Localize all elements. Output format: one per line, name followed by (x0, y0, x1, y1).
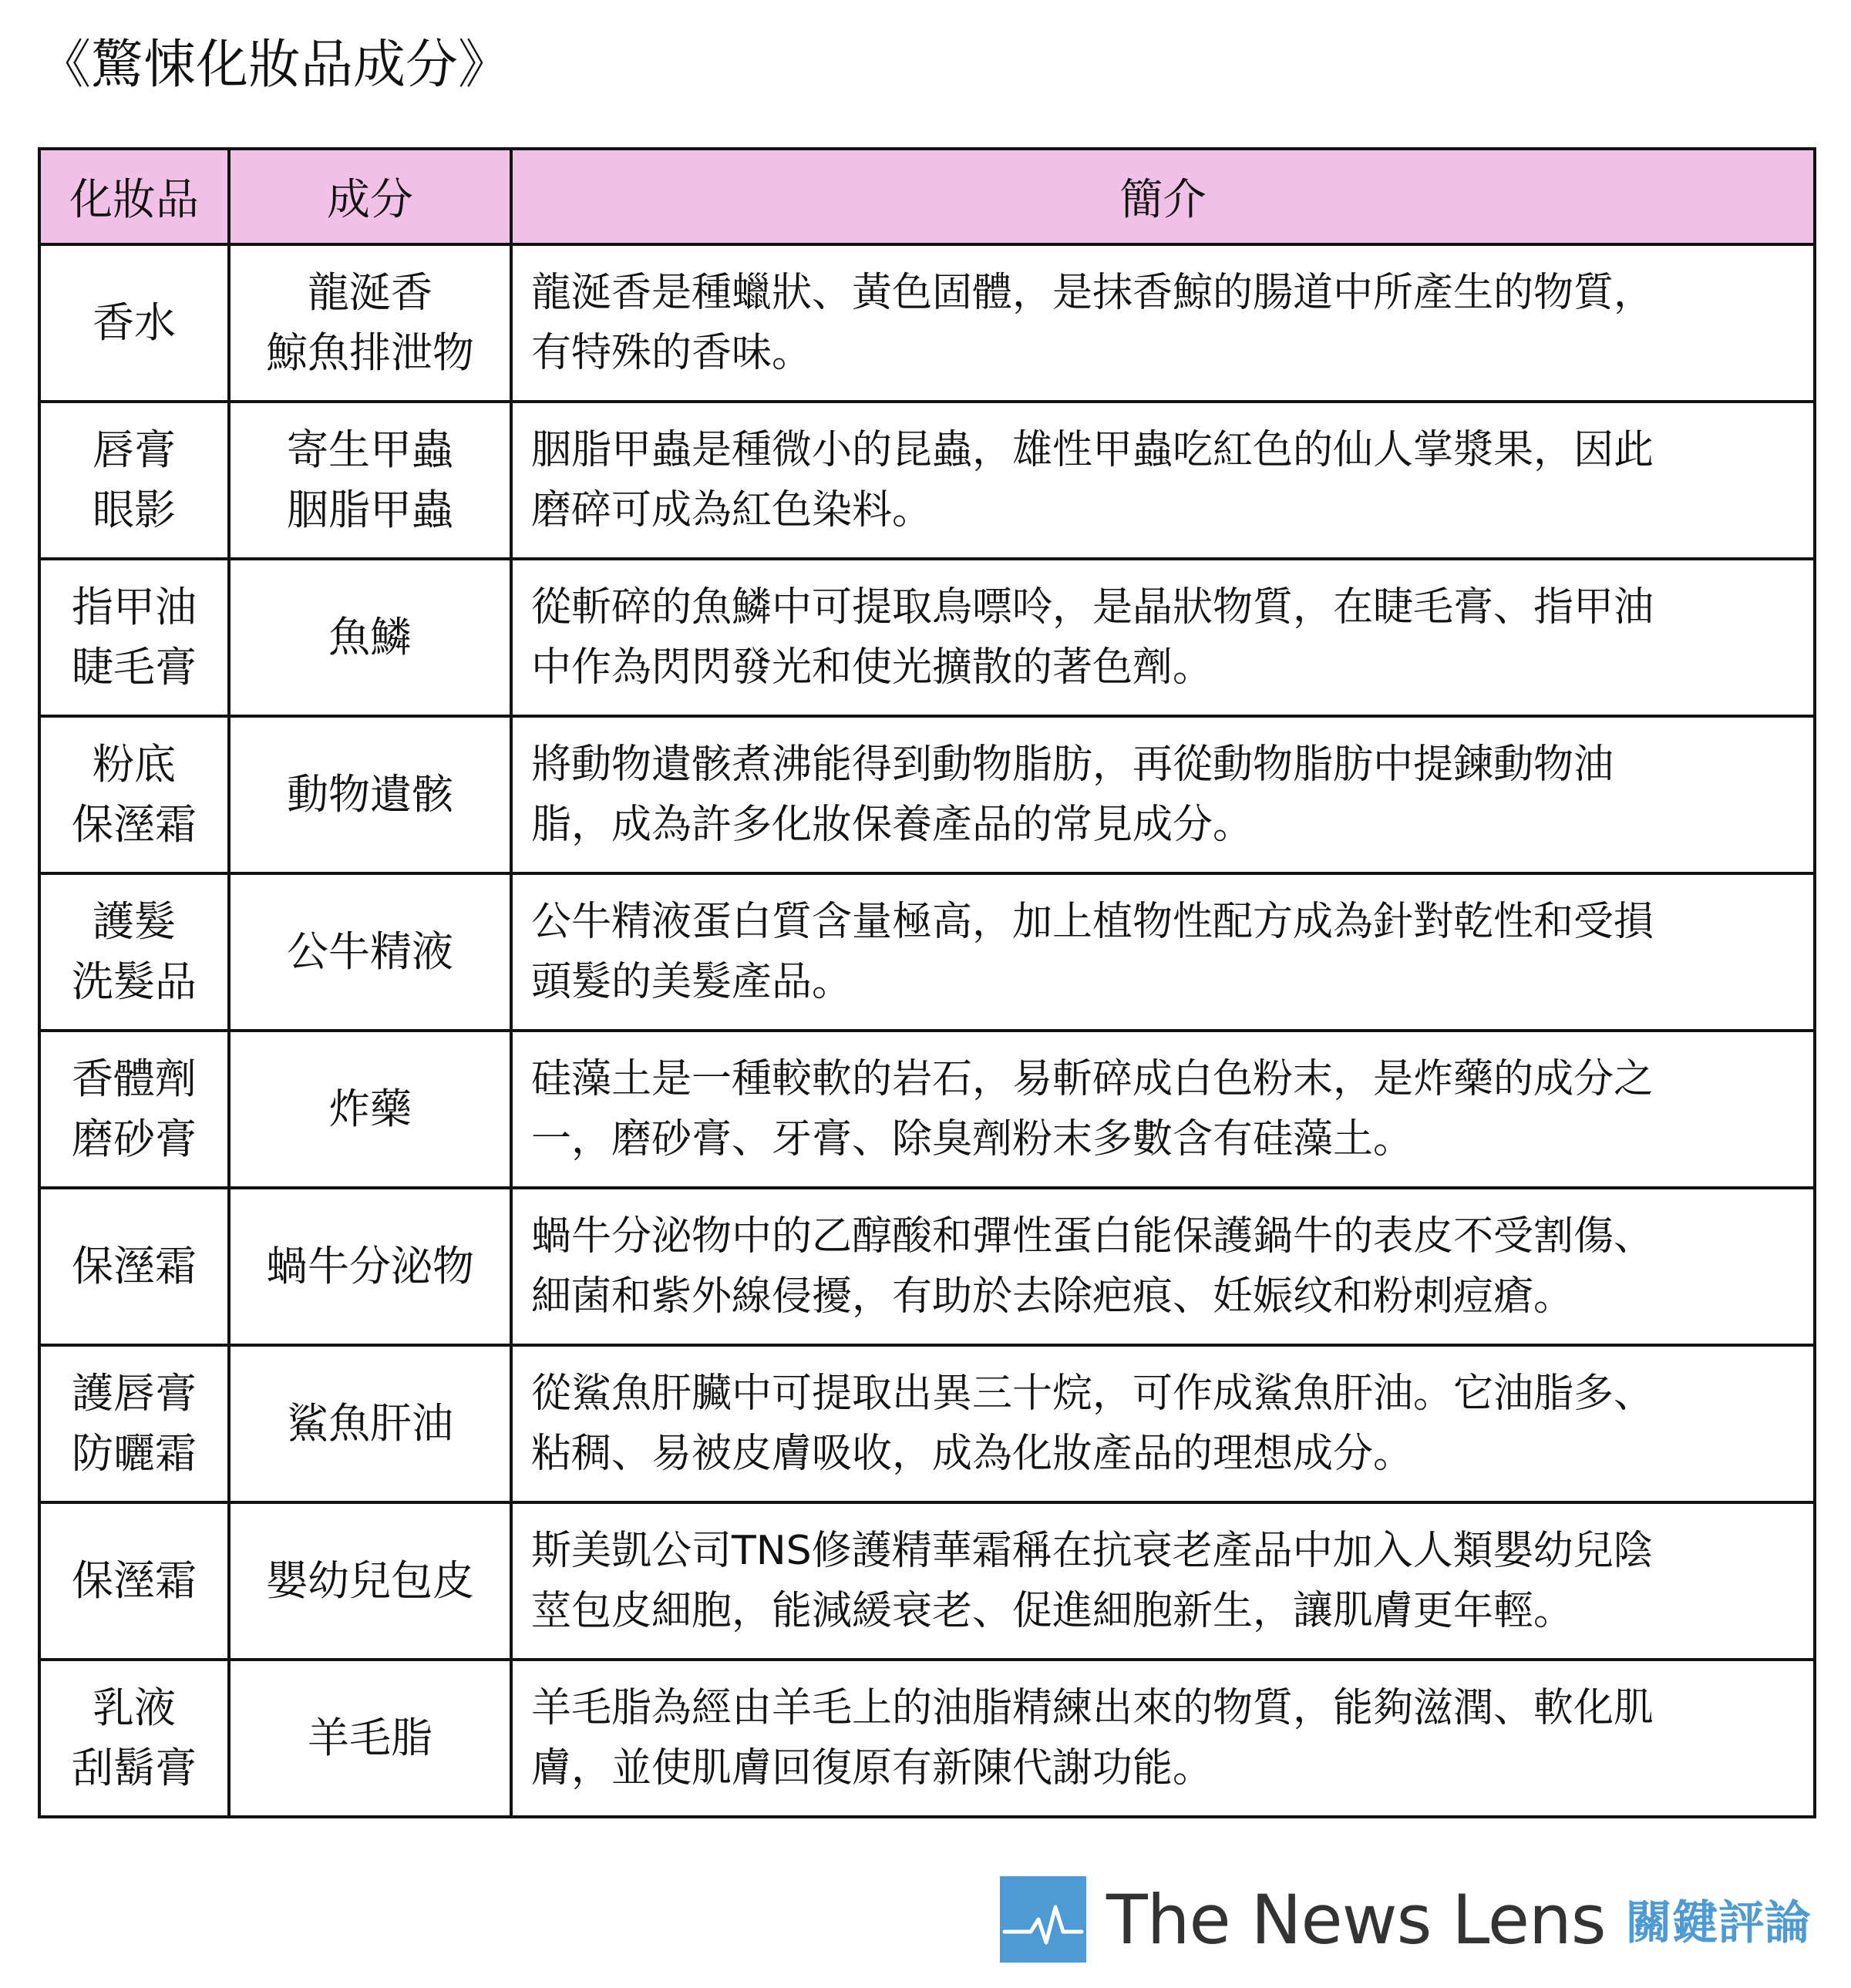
product-cell-line: 洗髮品 (72, 957, 197, 1006)
ingredient-cell (229, 1188, 511, 1345)
table-row (39, 873, 1815, 1031)
product-cell-line: 指甲油 (72, 583, 197, 631)
table-row (39, 1345, 1815, 1502)
description-cell-line: 斯美凱公司TNS修護精華霜稱在抗衰老產品中加入人類嬰幼兒陰 (531, 1528, 1654, 1574)
logo-brand-en: The News Lens (1106, 1879, 1606, 1959)
product-cell-line: 粉底 (93, 740, 176, 789)
product-cell (39, 244, 229, 402)
product-cell-line: 乳液 (93, 1684, 176, 1732)
ingredient-cell (229, 402, 511, 559)
product-cell-line: 保溼霜 (72, 1242, 197, 1290)
ingredient-cell-line: 炸藥 (328, 1085, 412, 1133)
ingredient-cell (229, 873, 511, 1031)
ingredient-cell-line: 公牛精液 (287, 927, 453, 976)
product-cell-line: 睫毛膏 (72, 643, 197, 691)
description-cell (511, 244, 1815, 402)
product-cell (39, 1188, 229, 1345)
the-news-lens-logo (1000, 1876, 1811, 1963)
ingredient-cell-line: 龍涎香 (308, 268, 432, 317)
description-cell (511, 873, 1815, 1031)
description-cell-line: 羊毛脂為經由羊毛上的油脂精練出來的物質，能夠滋潤、軟化肌 (531, 1685, 1654, 1731)
description-cell-line: 脂，成為許多化妝保養產品的常見成分。 (531, 802, 1254, 848)
description-cell-line: 蝸牛分泌物中的乙醇酸和彈性蛋白能保護鍋牛的表皮不受割傷、 (531, 1213, 1654, 1260)
ingredient-cell (229, 1502, 511, 1660)
description-cell-line: 莖包皮細胞，能減緩衰老、促進細胞新生，讓肌膚更年輕。 (531, 1588, 1574, 1634)
table-row (39, 559, 1815, 716)
description-cell (511, 1502, 1815, 1660)
description-cell (511, 1188, 1815, 1345)
description-cell-line: 從鯊魚肝臟中可提取出異三十烷，可作成鯊魚肝油。它油脂多、 (531, 1371, 1654, 1417)
page-title: 《驚悚化妝品成分》 (39, 35, 511, 96)
table-row (39, 1188, 1815, 1345)
product-cell-line: 保溼霜 (72, 800, 197, 849)
description-cell-line: 頭髮的美髮產品。 (531, 959, 853, 1005)
ingredient-cell-line: 嬰幼兒包皮 (266, 1556, 474, 1605)
description-cell-line: 一，磨砂膏、牙膏、除臭劑粉末多數含有硅藻土。 (531, 1116, 1414, 1162)
product-cell-line: 護唇膏 (72, 1369, 197, 1418)
product-cell-line: 香體劑 (72, 1055, 197, 1103)
table-row (39, 1031, 1815, 1188)
ingredient-cell-line: 胭脂甲蟲 (287, 486, 453, 534)
description-cell (511, 1660, 1815, 1817)
ingredient-cell-line: 羊毛脂 (308, 1714, 432, 1762)
logo-brand-zh: 關鍵評論 (1625, 1896, 1811, 1950)
product-cell-line: 防曬霜 (72, 1429, 197, 1478)
table-header-row (39, 149, 1815, 244)
product-cell-line: 眼影 (93, 486, 176, 534)
product-cell-line: 香水 (93, 298, 176, 347)
description-cell-line: 硅藻土是一種較軟的岩石，易斬碎成白色粉末，是炸藥的成分之 (531, 1056, 1654, 1102)
product-cell (39, 1345, 229, 1502)
ingredient-cell-line: 蝸牛分泌物 (266, 1242, 474, 1290)
description-cell-line: 胭脂甲蟲是種微小的昆蟲，雄性甲蟲吃紅色的仙人掌漿果，因此 (531, 427, 1654, 473)
product-cell (39, 1031, 229, 1188)
description-cell-line: 中作為閃閃發光和使光擴散的著色劑。 (531, 644, 1213, 691)
ingredient-cell (229, 244, 511, 402)
description-cell-line: 龍涎香是種蠟狀、黃色固體，是抹香鯨的腸道中所產生的物質， (531, 270, 1654, 316)
description-cell-line: 公牛精液蛋白質含量極高，加上植物性配方成為針對乾性和受損 (531, 899, 1654, 945)
table-row (39, 402, 1815, 559)
description-cell (511, 716, 1815, 873)
description-cell-line: 細菌和紫外線侵擾，有助於去除疤痕、妊娠纹和粉刺痘瘡。 (531, 1273, 1574, 1320)
product-cell (39, 559, 229, 716)
description-cell (511, 402, 1815, 559)
product-cell-line: 刮鬍膏 (72, 1744, 197, 1792)
ingredient-cell (229, 1660, 511, 1817)
product-cell (39, 873, 229, 1031)
ingredient-cell-line: 鯊魚肝油 (287, 1399, 453, 1448)
description-cell-line: 將動物遺骸煮沸能得到動物脂肪，再從動物脂肪中提鍊動物油 (531, 742, 1614, 788)
product-cell-line: 護髮 (93, 897, 176, 946)
table-row (39, 1502, 1815, 1660)
header-description: 簡介 (511, 149, 1815, 244)
ingredients-table (38, 147, 1816, 1818)
ingredient-cell-line: 鯨魚排泄物 (266, 328, 474, 377)
description-cell (511, 559, 1815, 716)
description-cell (511, 1031, 1815, 1188)
product-cell (39, 1660, 229, 1817)
ingredient-cell (229, 1345, 511, 1502)
description-cell-line: 有特殊的香味。 (531, 330, 813, 376)
ingredient-cell-line: 動物遺骸 (287, 770, 453, 819)
ingredient-cell-line: 寄生甲蟲 (287, 426, 453, 474)
description-cell-line: 膚，並使肌膚回復原有新陳代謝功能。 (531, 1745, 1213, 1791)
heartbeat-icon (1000, 1876, 1086, 1963)
table-row (39, 1660, 1815, 1817)
product-cell (39, 402, 229, 559)
description-cell-line: 粘稠、易被皮膚吸收，成為化妝產品的理想成分。 (531, 1431, 1414, 1477)
description-cell-line: 磨碎可成為紅色染料。 (531, 487, 933, 533)
product-cell (39, 716, 229, 873)
description-cell-line: 從斬碎的魚鱗中可提取鳥嘌呤，是晶狀物質，在睫毛膏、指甲油 (531, 584, 1654, 631)
table-row (39, 244, 1815, 402)
table-row (39, 716, 1815, 873)
product-cell-line: 唇膏 (93, 426, 176, 474)
product-cell-line: 保溼霜 (72, 1556, 197, 1605)
description-cell (511, 1345, 1815, 1502)
ingredient-cell (229, 716, 511, 873)
product-cell-line: 磨砂膏 (72, 1115, 197, 1163)
header-ingredient: 成分 (229, 149, 511, 244)
ingredient-cell-line: 魚鱗 (328, 613, 412, 661)
ingredient-cell (229, 1031, 511, 1188)
ingredient-cell (229, 559, 511, 716)
product-cell (39, 1502, 229, 1660)
header-product: 化妝品 (39, 149, 229, 244)
